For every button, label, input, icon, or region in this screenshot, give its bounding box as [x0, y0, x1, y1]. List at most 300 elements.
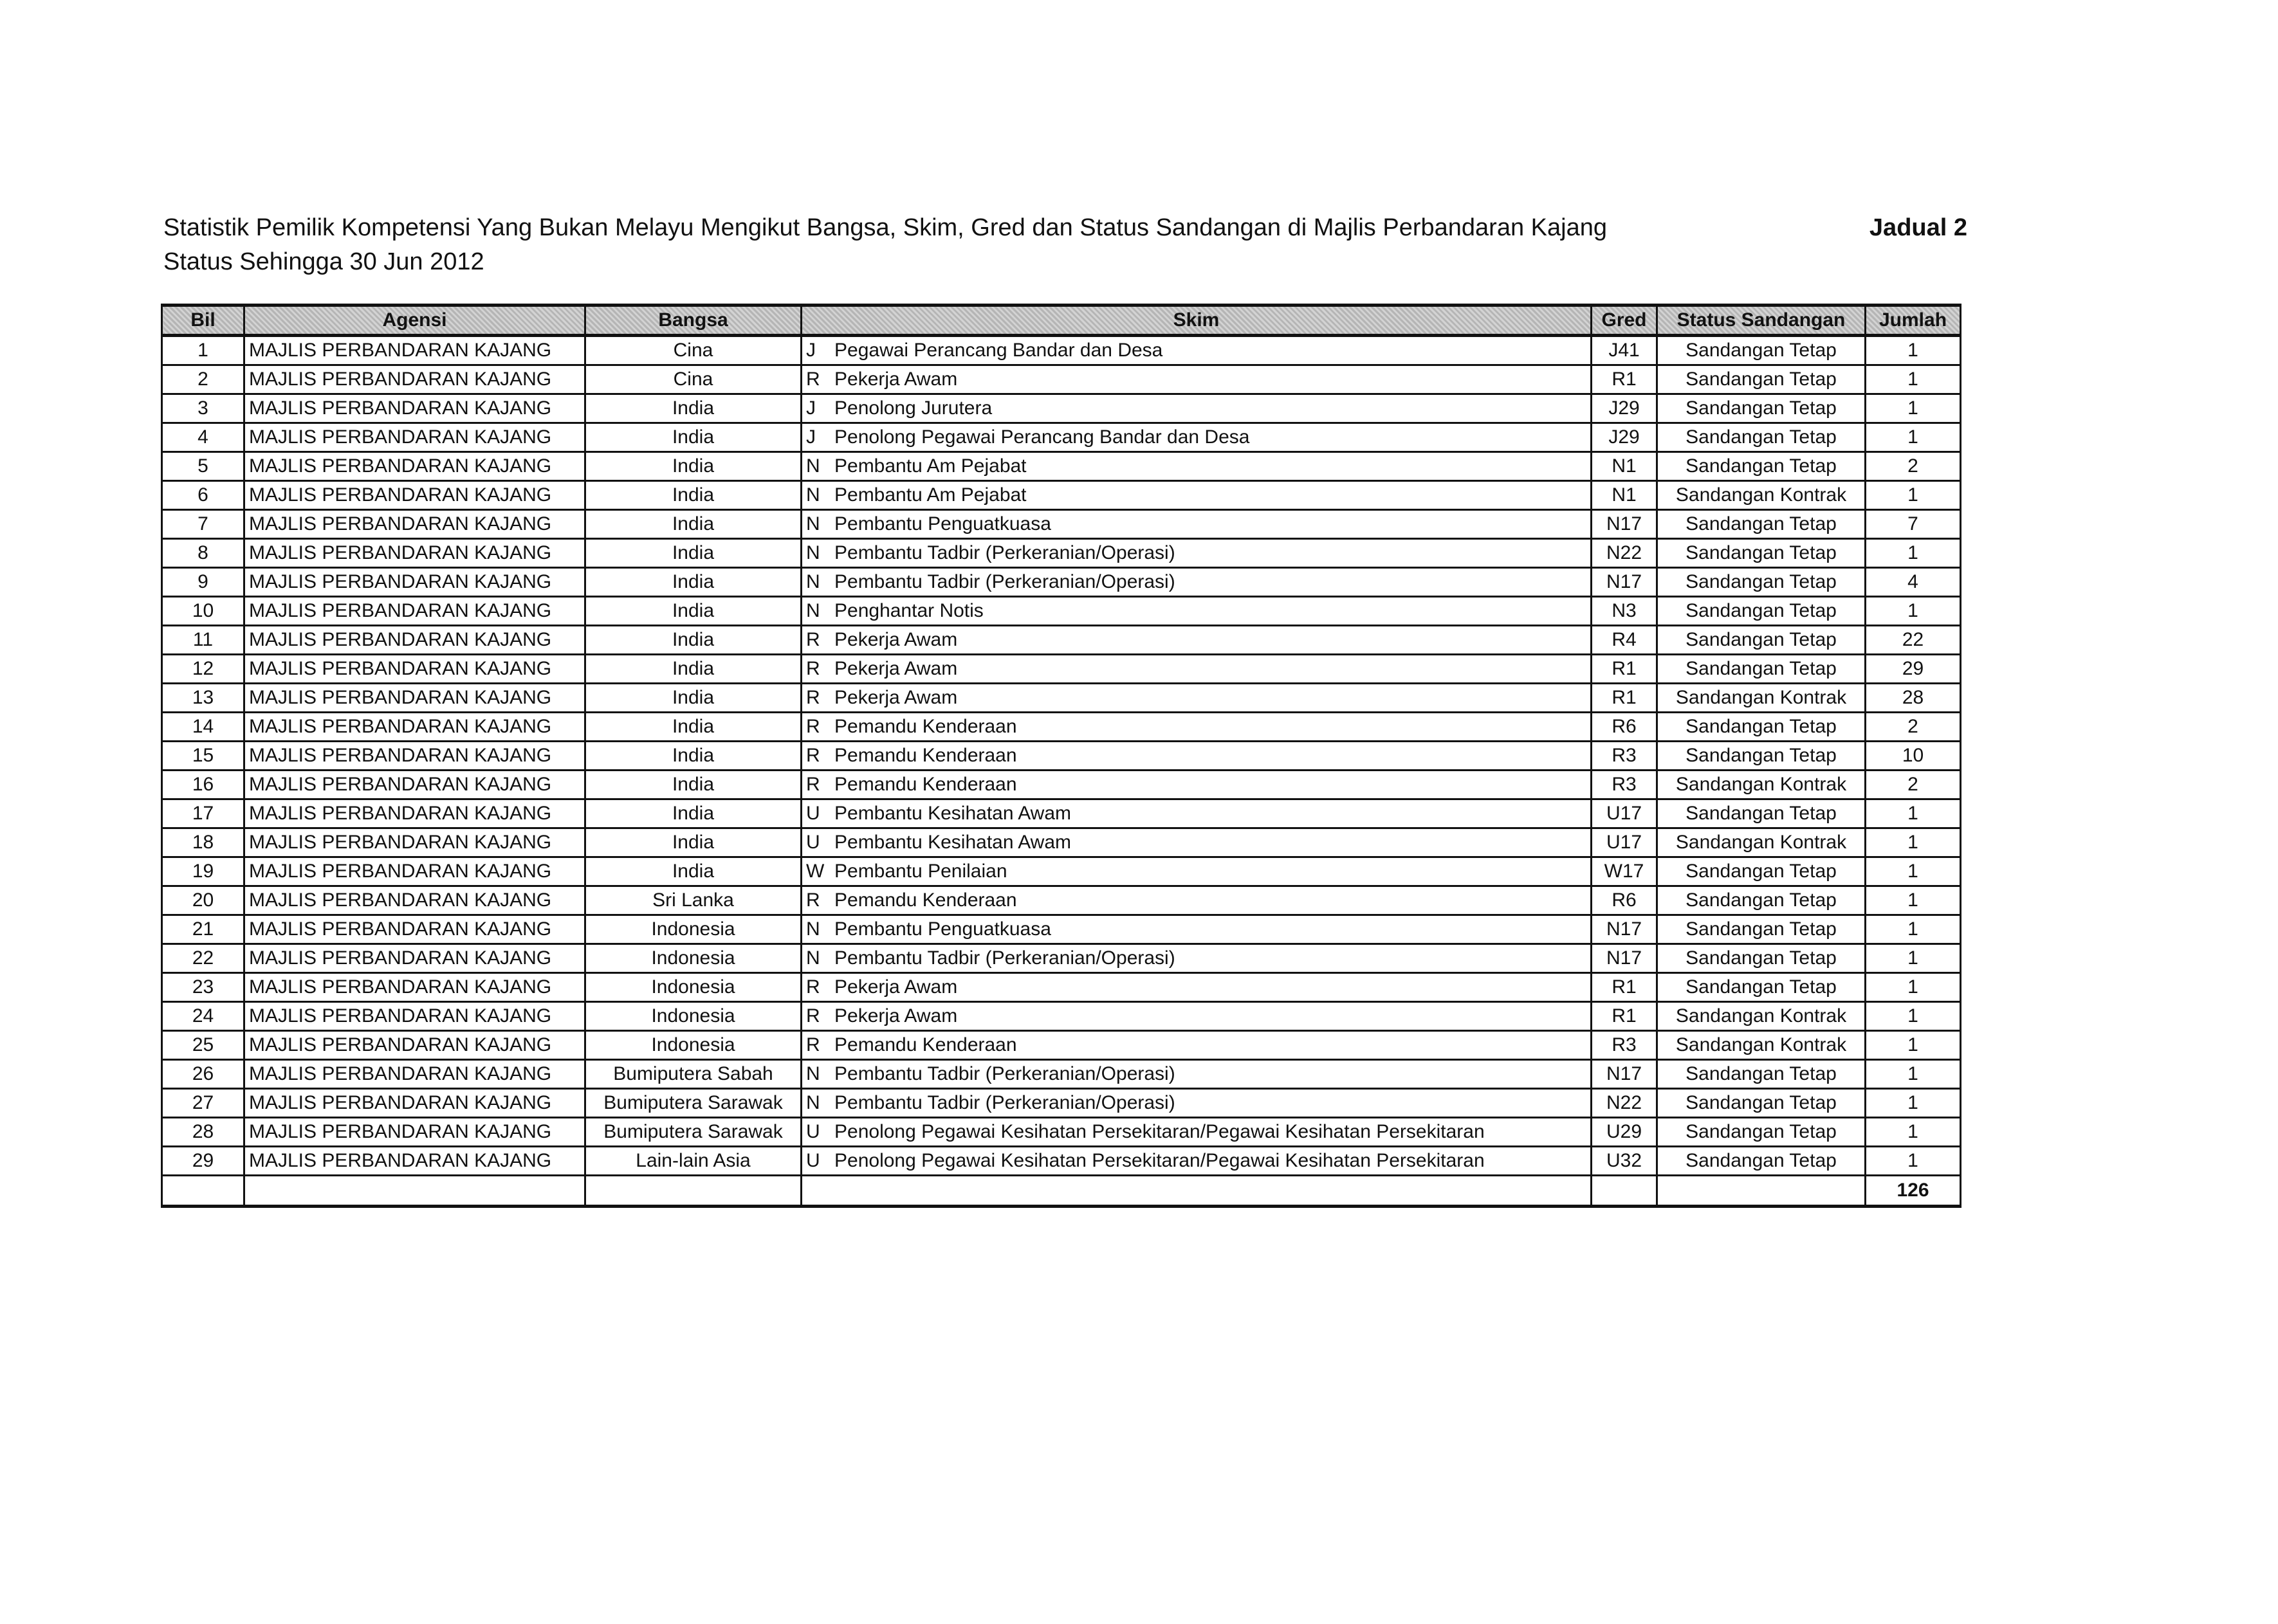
cell-jumlah: 1 — [1866, 973, 1961, 1002]
table-row — [162, 886, 1961, 915]
cell-agensi: MAJLIS PERBANDARAN KAJANG — [244, 1031, 585, 1060]
cell-gred: R1 — [1592, 365, 1657, 394]
skim-code: R — [806, 774, 820, 795]
skim-code: R — [806, 890, 820, 911]
cell-agensi: MAJLIS PERBANDARAN KAJANG — [244, 481, 585, 510]
cell-bil: 2 — [162, 365, 244, 394]
cell-bangsa: Sri Lanka — [585, 886, 802, 915]
skim-name: Pegawai Perancang Bandar dan Desa — [834, 340, 1163, 361]
table-row — [162, 771, 1961, 799]
table-row — [162, 1118, 1961, 1147]
cell-gred: N1 — [1592, 481, 1657, 510]
cell-gred: J29 — [1592, 423, 1657, 452]
header-bangsa: Bangsa — [585, 306, 802, 336]
cell-skim — [802, 1031, 1592, 1060]
cell-gred: N17 — [1592, 915, 1657, 944]
skim-code: N — [806, 455, 820, 477]
cell-status: Sandangan Tetap — [1657, 1060, 1866, 1089]
cell-gred: R1 — [1592, 973, 1657, 1002]
cell-gred: J41 — [1592, 336, 1657, 365]
cell-skim — [802, 973, 1592, 1002]
cell-bil: 13 — [162, 684, 244, 713]
cell-gred: N17 — [1592, 1060, 1657, 1089]
skim-code: J — [806, 426, 816, 448]
skim-name: Pembantu Tadbir (Perkeranian/Operasi) — [834, 1092, 1175, 1113]
skim-name: Penolong Pegawai Kesihatan Persekitaran/Pegawai Kesihatan Persekitaran — [834, 1150, 1485, 1171]
cell-skim — [802, 684, 1592, 713]
cell-skim — [802, 1118, 1592, 1147]
total-jumlah: 126 — [1866, 1176, 1961, 1207]
cell-jumlah: 1 — [1866, 828, 1961, 857]
cell-bangsa: India — [585, 481, 802, 510]
cell-bangsa: India — [585, 510, 802, 539]
cell-agensi: MAJLIS PERBANDARAN KAJANG — [244, 655, 585, 684]
cell-bil: 29 — [162, 1147, 244, 1176]
cell-bangsa: India — [585, 394, 802, 423]
cell-skim — [802, 655, 1592, 684]
skim-name: Pembantu Tadbir (Perkeranian/Operasi) — [834, 1063, 1175, 1084]
cell-jumlah: 1 — [1866, 1002, 1961, 1031]
cell-skim — [802, 394, 1592, 423]
cell-skim — [802, 597, 1592, 626]
cell-bangsa: Bumiputera Sarawak — [585, 1089, 802, 1118]
cell-skim — [802, 771, 1592, 799]
table-row — [162, 568, 1961, 597]
cell-status: Sandangan Tetap — [1657, 365, 1866, 394]
table-row — [162, 713, 1961, 742]
cell-bangsa: Indonesia — [585, 973, 802, 1002]
skim-code: N — [806, 571, 820, 592]
cell-agensi: MAJLIS PERBANDARAN KAJANG — [244, 423, 585, 452]
cell-gred: N1 — [1592, 452, 1657, 481]
cell-agensi: MAJLIS PERBANDARAN KAJANG — [244, 1147, 585, 1176]
cell-gred: U17 — [1592, 799, 1657, 828]
cell-bil: 10 — [162, 597, 244, 626]
cell-bil: 11 — [162, 626, 244, 655]
cell-agensi: MAJLIS PERBANDARAN KAJANG — [244, 597, 585, 626]
cell-agensi: MAJLIS PERBANDARAN KAJANG — [244, 452, 585, 481]
cell-status: Sandangan Tetap — [1657, 973, 1866, 1002]
cell-bil: 22 — [162, 944, 244, 973]
skim-name: Pembantu Am Pejabat — [834, 455, 1027, 477]
skim-code: R — [806, 687, 820, 708]
skim-name: Penolong Pegawai Perancang Bandar dan Desa — [834, 426, 1250, 448]
cell-gred: R3 — [1592, 742, 1657, 771]
cell-bil: 18 — [162, 828, 244, 857]
skim-code: J — [806, 340, 816, 361]
page-title: Statistik Pemilik Kompetensi Yang Bukan Melayu Mengikut Bangsa, Skim, Gred dan Status Sandangan di Majlis Perbandaran Kajang — [163, 214, 1607, 241]
cell-bangsa: Bumiputera Sarawak — [585, 1118, 802, 1147]
table-row — [162, 1002, 1961, 1031]
cell-bangsa: India — [585, 597, 802, 626]
table-row — [162, 1089, 1961, 1118]
skim-name: Pekerja Awam — [834, 658, 958, 679]
cell-agensi: MAJLIS PERBANDARAN KAJANG — [244, 915, 585, 944]
cell-bangsa: India — [585, 626, 802, 655]
skim-code: N — [806, 947, 820, 969]
cell-jumlah: 29 — [1866, 655, 1961, 684]
cell-bangsa: India — [585, 799, 802, 828]
cell-gred: R1 — [1592, 1002, 1657, 1031]
skim-code: R — [806, 369, 820, 390]
cell-skim — [802, 828, 1592, 857]
cell-agensi: MAJLIS PERBANDARAN KAJANG — [244, 886, 585, 915]
skim-name: Pembantu Tadbir (Perkeranian/Operasi) — [834, 571, 1175, 592]
skim-code: R — [806, 629, 820, 650]
table-row — [162, 857, 1961, 886]
cell-gred: N17 — [1592, 510, 1657, 539]
skim-name: Pemandu Kenderaan — [834, 745, 1017, 766]
cell-bil: 17 — [162, 799, 244, 828]
table-row — [162, 828, 1961, 857]
cell-status: Sandangan Tetap — [1657, 944, 1866, 973]
total-empty-cell — [1657, 1176, 1866, 1207]
cell-status: Sandangan Tetap — [1657, 886, 1866, 915]
cell-bangsa: India — [585, 452, 802, 481]
skim-name: Pembantu Penguatkuasa — [834, 918, 1051, 940]
cell-bil: 14 — [162, 713, 244, 742]
cell-status: Sandangan Kontrak — [1657, 1031, 1866, 1060]
table-row — [162, 973, 1961, 1002]
cell-bangsa: India — [585, 713, 802, 742]
cell-jumlah: 4 — [1866, 568, 1961, 597]
cell-status: Sandangan Tetap — [1657, 568, 1866, 597]
cell-bangsa: India — [585, 568, 802, 597]
table-row — [162, 1147, 1961, 1176]
cell-skim — [802, 423, 1592, 452]
cell-status: Sandangan Tetap — [1657, 655, 1866, 684]
skim-code: J — [806, 397, 816, 419]
cell-agensi: MAJLIS PERBANDARAN KAJANG — [244, 713, 585, 742]
cell-bangsa: India — [585, 742, 802, 771]
cell-skim — [802, 452, 1592, 481]
cell-agensi: MAJLIS PERBANDARAN KAJANG — [244, 626, 585, 655]
cell-jumlah: 1 — [1866, 857, 1961, 886]
skim-code: U — [806, 832, 820, 853]
cell-status: Sandangan Tetap — [1657, 915, 1866, 944]
cell-status: Sandangan Kontrak — [1657, 1002, 1866, 1031]
header-jumlah: Jumlah — [1866, 306, 1961, 336]
header-status: Status Sandangan — [1657, 306, 1866, 336]
cell-jumlah: 1 — [1866, 1060, 1961, 1089]
cell-agensi: MAJLIS PERBANDARAN KAJANG — [244, 944, 585, 973]
cell-bil: 8 — [162, 539, 244, 568]
table-row — [162, 336, 1961, 365]
cell-skim — [802, 1060, 1592, 1089]
cell-bil: 4 — [162, 423, 244, 452]
cell-bil: 7 — [162, 510, 244, 539]
cell-status: Sandangan Tetap — [1657, 452, 1866, 481]
cell-skim — [802, 336, 1592, 365]
cell-status: Sandangan Tetap — [1657, 336, 1866, 365]
cell-gred: U29 — [1592, 1118, 1657, 1147]
cell-status: Sandangan Kontrak — [1657, 481, 1866, 510]
skim-name: Pembantu Penilaian — [834, 861, 1007, 882]
cell-status: Sandangan Tetap — [1657, 713, 1866, 742]
table-row — [162, 365, 1961, 394]
cell-bil: 3 — [162, 394, 244, 423]
cell-skim — [802, 799, 1592, 828]
cell-agensi: MAJLIS PERBANDARAN KAJANG — [244, 1118, 585, 1147]
cell-bangsa: Indonesia — [585, 944, 802, 973]
skim-code: R — [806, 745, 820, 766]
cell-bil: 24 — [162, 1002, 244, 1031]
cell-gred: U32 — [1592, 1147, 1657, 1176]
skim-name: Penghantar Notis — [834, 600, 984, 621]
cell-status: Sandangan Tetap — [1657, 799, 1866, 828]
skim-code: N — [806, 918, 820, 940]
skim-name: Pembantu Kesihatan Awam — [834, 832, 1072, 853]
cell-jumlah: 1 — [1866, 1147, 1961, 1176]
total-empty-cell — [802, 1176, 1592, 1207]
table-row — [162, 510, 1961, 539]
cell-bil: 23 — [162, 973, 244, 1002]
skim-name: Pemandu Kenderaan — [834, 1034, 1017, 1055]
skim-code: U — [806, 1121, 820, 1142]
table-row — [162, 423, 1961, 452]
table-row — [162, 1031, 1961, 1060]
cell-bil: 28 — [162, 1118, 244, 1147]
total-row — [162, 1176, 1961, 1207]
cell-jumlah: 2 — [1866, 713, 1961, 742]
cell-skim — [802, 568, 1592, 597]
cell-agensi: MAJLIS PERBANDARAN KAJANG — [244, 1060, 585, 1089]
page-subtitle: Status Sehingga 30 Jun 2012 — [163, 248, 484, 275]
skim-name: Pembantu Penguatkuasa — [834, 513, 1051, 534]
cell-bangsa: Indonesia — [585, 915, 802, 944]
cell-gred: R3 — [1592, 1031, 1657, 1060]
cell-status: Sandangan Tetap — [1657, 423, 1866, 452]
skim-code: R — [806, 658, 820, 679]
cell-gred: N17 — [1592, 568, 1657, 597]
cell-skim — [802, 365, 1592, 394]
cell-gred: N22 — [1592, 1089, 1657, 1118]
cell-agensi: MAJLIS PERBANDARAN KAJANG — [244, 973, 585, 1002]
table-row — [162, 684, 1961, 713]
cell-gred: W17 — [1592, 857, 1657, 886]
cell-skim — [802, 713, 1592, 742]
skim-name: Pekerja Awam — [834, 976, 958, 998]
skim-code: R — [806, 716, 820, 737]
cell-jumlah: 1 — [1866, 336, 1961, 365]
header-agensi: Agensi — [244, 306, 585, 336]
skim-name: Pembantu Tadbir (Perkeranian/Operasi) — [834, 542, 1175, 563]
cell-agensi: MAJLIS PERBANDARAN KAJANG — [244, 510, 585, 539]
skim-code: N — [806, 484, 820, 506]
cell-skim — [802, 1147, 1592, 1176]
total-empty-cell — [585, 1176, 802, 1207]
cell-gred: R1 — [1592, 684, 1657, 713]
cell-gred: J29 — [1592, 394, 1657, 423]
cell-bil: 25 — [162, 1031, 244, 1060]
cell-status: Sandangan Tetap — [1657, 510, 1866, 539]
skim-name: Penolong Pegawai Kesihatan Persekitaran/Pegawai Kesihatan Persekitaran — [834, 1121, 1485, 1142]
cell-jumlah: 2 — [1866, 771, 1961, 799]
skim-name: Pemandu Kenderaan — [834, 890, 1017, 911]
cell-bil: 26 — [162, 1060, 244, 1089]
cell-bangsa: Indonesia — [585, 1002, 802, 1031]
skim-name: Pekerja Awam — [834, 629, 958, 650]
cell-jumlah: 1 — [1866, 1118, 1961, 1147]
skim-name: Pembantu Am Pejabat — [834, 484, 1027, 506]
cell-skim — [802, 742, 1592, 771]
cell-gred: N22 — [1592, 539, 1657, 568]
table-row — [162, 394, 1961, 423]
cell-gred: R1 — [1592, 655, 1657, 684]
skim-code: R — [806, 976, 820, 998]
table-row — [162, 1060, 1961, 1089]
cell-bangsa: India — [585, 423, 802, 452]
skim-code: N — [806, 513, 820, 534]
table-row — [162, 481, 1961, 510]
skim-name: Pembantu Tadbir (Perkeranian/Operasi) — [834, 947, 1175, 969]
cell-bil: 9 — [162, 568, 244, 597]
cell-jumlah: 1 — [1866, 423, 1961, 452]
cell-skim — [802, 944, 1592, 973]
skim-code: N — [806, 600, 820, 621]
skim-code: N — [806, 1063, 820, 1084]
header-gred: Gred — [1592, 306, 1657, 336]
cell-status: Sandangan Kontrak — [1657, 771, 1866, 799]
cell-bil: 16 — [162, 771, 244, 799]
cell-agensi: MAJLIS PERBANDARAN KAJANG — [244, 828, 585, 857]
skim-name: Penolong Jurutera — [834, 397, 993, 419]
cell-bangsa: Cina — [585, 336, 802, 365]
cell-agensi: MAJLIS PERBANDARAN KAJANG — [244, 1089, 585, 1118]
cell-bil: 27 — [162, 1089, 244, 1118]
cell-bangsa: India — [585, 684, 802, 713]
cell-agensi: MAJLIS PERBANDARAN KAJANG — [244, 1002, 585, 1031]
cell-gred: R6 — [1592, 713, 1657, 742]
cell-agensi: MAJLIS PERBANDARAN KAJANG — [244, 857, 585, 886]
cell-bil: 20 — [162, 886, 244, 915]
total-empty-cell — [244, 1176, 585, 1207]
table-row — [162, 597, 1961, 626]
cell-gred: R3 — [1592, 771, 1657, 799]
skim-name: Pemandu Kenderaan — [834, 774, 1017, 795]
table-body — [162, 336, 1961, 1176]
cell-bil: 15 — [162, 742, 244, 771]
cell-gred: N17 — [1592, 944, 1657, 973]
skim-name: Pemandu Kenderaan — [834, 716, 1017, 737]
cell-jumlah: 1 — [1866, 394, 1961, 423]
skim-code: R — [806, 1005, 820, 1026]
cell-agensi: MAJLIS PERBANDARAN KAJANG — [244, 684, 585, 713]
cell-bangsa: Lain-lain Asia — [585, 1147, 802, 1176]
cell-skim — [802, 481, 1592, 510]
cell-status: Sandangan Tetap — [1657, 539, 1866, 568]
statistics-table — [161, 304, 1961, 1208]
skim-code: W — [806, 861, 825, 882]
cell-bil: 1 — [162, 336, 244, 365]
cell-agensi: MAJLIS PERBANDARAN KAJANG — [244, 336, 585, 365]
cell-gred: R6 — [1592, 886, 1657, 915]
cell-jumlah: 22 — [1866, 626, 1961, 655]
skim-code: U — [806, 1150, 820, 1171]
cell-bangsa: Cina — [585, 365, 802, 394]
cell-skim — [802, 510, 1592, 539]
table-row — [162, 915, 1961, 944]
table-label: Jadual 2 — [1869, 214, 1967, 241]
cell-jumlah: 28 — [1866, 684, 1961, 713]
header-bil: Bil — [162, 306, 244, 336]
cell-jumlah: 7 — [1866, 510, 1961, 539]
table-row — [162, 539, 1961, 568]
cell-skim — [802, 626, 1592, 655]
cell-status: Sandangan Tetap — [1657, 597, 1866, 626]
cell-bil: 19 — [162, 857, 244, 886]
header-skim: Skim — [802, 306, 1592, 336]
cell-bangsa: India — [585, 857, 802, 886]
cell-status: Sandangan Kontrak — [1657, 828, 1866, 857]
table-row — [162, 626, 1961, 655]
table-row — [162, 655, 1961, 684]
cell-jumlah: 1 — [1866, 1089, 1961, 1118]
skim-code: R — [806, 1034, 820, 1055]
cell-skim — [802, 857, 1592, 886]
skim-name: Pembantu Kesihatan Awam — [834, 803, 1072, 824]
skim-code: U — [806, 803, 820, 824]
table-row — [162, 944, 1961, 973]
cell-bangsa: Indonesia — [585, 1031, 802, 1060]
cell-status: Sandangan Tetap — [1657, 626, 1866, 655]
cell-agensi: MAJLIS PERBANDARAN KAJANG — [244, 568, 585, 597]
cell-agensi: MAJLIS PERBANDARAN KAJANG — [244, 742, 585, 771]
cell-agensi: MAJLIS PERBANDARAN KAJANG — [244, 365, 585, 394]
cell-bangsa: India — [585, 828, 802, 857]
cell-agensi: MAJLIS PERBANDARAN KAJANG — [244, 799, 585, 828]
table-row — [162, 452, 1961, 481]
cell-skim — [802, 886, 1592, 915]
cell-jumlah: 1 — [1866, 481, 1961, 510]
cell-bil: 21 — [162, 915, 244, 944]
skim-name: Pekerja Awam — [834, 369, 958, 390]
skim-name: Pekerja Awam — [834, 1005, 958, 1026]
table-header-row — [162, 306, 1961, 336]
cell-gred: U17 — [1592, 828, 1657, 857]
skim-code: N — [806, 542, 820, 563]
cell-jumlah: 1 — [1866, 886, 1961, 915]
cell-jumlah: 1 — [1866, 944, 1961, 973]
cell-status: Sandangan Kontrak — [1657, 684, 1866, 713]
cell-bangsa: India — [585, 771, 802, 799]
cell-status: Sandangan Tetap — [1657, 742, 1866, 771]
cell-status: Sandangan Tetap — [1657, 1089, 1866, 1118]
cell-jumlah: 2 — [1866, 452, 1961, 481]
cell-bil: 5 — [162, 452, 244, 481]
skim-name: Pekerja Awam — [834, 687, 958, 708]
cell-bil: 12 — [162, 655, 244, 684]
cell-skim — [802, 915, 1592, 944]
cell-jumlah: 10 — [1866, 742, 1961, 771]
cell-jumlah: 1 — [1866, 365, 1961, 394]
cell-jumlah: 1 — [1866, 915, 1961, 944]
cell-agensi: MAJLIS PERBANDARAN KAJANG — [244, 394, 585, 423]
cell-jumlah: 1 — [1866, 799, 1961, 828]
cell-bil: 6 — [162, 481, 244, 510]
cell-bangsa: Bumiputera Sabah — [585, 1060, 802, 1089]
cell-jumlah: 1 — [1866, 539, 1961, 568]
total-empty-cell — [1592, 1176, 1657, 1207]
table-row — [162, 799, 1961, 828]
cell-skim — [802, 1002, 1592, 1031]
cell-status: Sandangan Tetap — [1657, 857, 1866, 886]
cell-gred: R4 — [1592, 626, 1657, 655]
cell-status: Sandangan Tetap — [1657, 1147, 1866, 1176]
cell-agensi: MAJLIS PERBANDARAN KAJANG — [244, 771, 585, 799]
cell-jumlah: 1 — [1866, 1031, 1961, 1060]
cell-skim — [802, 1089, 1592, 1118]
